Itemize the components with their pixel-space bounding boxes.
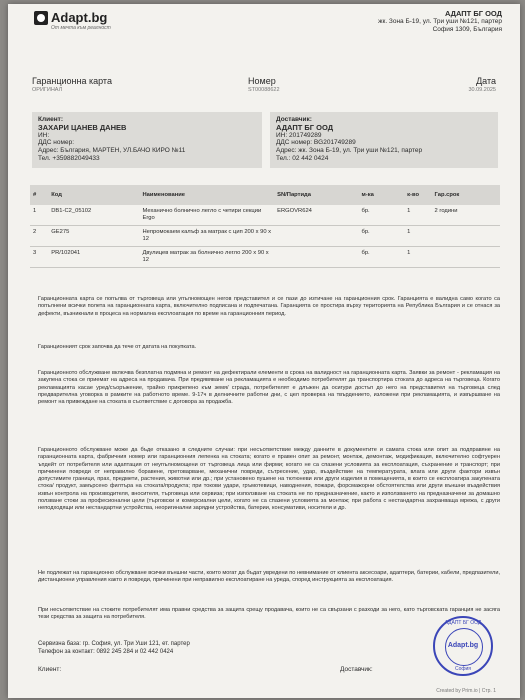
- cell-index: 3: [30, 247, 48, 268]
- client-box: [32, 112, 262, 168]
- cell-qty: 1: [404, 247, 431, 268]
- col-header-unit: м-ка: [359, 185, 405, 205]
- paragraph-consumer-rights: При несъответствие на стоките потребителят има правни средства за защита срещу продавача, които не са свързани с разходи за него, като търговската гаранция не засяга тези средства за защита на потребителя.: [38, 607, 500, 621]
- service-phone: Телефон за контакт: 0892 245 284 и 02 442 0424: [38, 649, 174, 655]
- number-label: Номер: [248, 76, 276, 86]
- supplier-vat: ДДС номер: BG201749289: [276, 139, 356, 147]
- client-vat: ДДС номер:: [38, 139, 75, 147]
- number-value: ST00088622: [248, 87, 280, 93]
- client-name: ЗАХАРИ ЦАНЕВ ДАНЕВ: [38, 122, 127, 132]
- col-header-sn: SN/Партида: [274, 185, 358, 205]
- supplier-name: АДАПТ БГ ООД: [276, 122, 334, 132]
- company-address-line1: жк. Зона Б-19, ул. Три уши №121, партер: [378, 18, 502, 25]
- page-number: Стр. 1: [481, 688, 496, 694]
- cell-qty: 1: [404, 205, 431, 226]
- document-subtitle: ОРИГИНАЛ: [32, 87, 63, 93]
- paragraph-validity: Гаранционната карта се попълва от търговеца или упълномощен негов представител и се пази до изтичане на гаранционния срок. Гаранцията е валидна само когато са попълнени всички полета на гаранционната карта, включително подписана и подпечатана. Гаранцията се простира върху територията на Република България и се отнася за дефекти, възникнали в процеса на нормална експлоатация по време на гаранционния период.: [38, 296, 500, 317]
- client-label: Клиент:: [38, 116, 63, 123]
- paragraph-service: Гаранционното обслужване включва безплатна подмяна и ремонт на дефектирали елементи в срока на валидност на гаранционната карта. Заявки за ремонт - рекламация на закупена стока се приемат на адреса на продавача. При предявяване на рекламацията е необходимо потребителят да транспортира стоката до адреса на търговеца. Когато рекламацията касае уред/съоръжение, трайно прикрепено към земя/ сграда, потребителят е длъжен да осигури достъп до него на представител на търговеца след предварителна уговорка в рамките на работното време. 9-17ч в делничните работни дни, с цел проверка на твърдението, изложени при рекламацията, и извършване на ремонт на привеждане на стоката в съответствие с договора за продажба.: [38, 370, 500, 406]
- cell-qty: 1: [404, 226, 431, 247]
- service-info: [38, 640, 190, 656]
- supplier-id: ИН: 201749289: [276, 131, 322, 139]
- col-header-warranty: Гар.срок: [432, 185, 500, 205]
- page-footer: Created by Prim.io | Стр. 1: [436, 688, 496, 694]
- cell-sn: ERGOVR624: [274, 205, 358, 226]
- cell-code: DB1-C2_05102: [48, 205, 139, 226]
- cell-unit: бр.: [359, 205, 405, 226]
- cell-unit: бр.: [359, 247, 405, 268]
- logo-icon: [34, 11, 48, 25]
- client-signature-label: Клиент:: [38, 666, 62, 673]
- cell-sn: [274, 226, 358, 247]
- date-label: Дата: [476, 76, 496, 86]
- col-header-qty: к-во: [404, 185, 431, 205]
- cell-code: PR/102041: [48, 247, 139, 268]
- table-header-row: [30, 185, 500, 205]
- company-logo: [34, 10, 111, 31]
- cell-warranty: 2 години: [432, 205, 500, 226]
- col-header-code: Код: [48, 185, 139, 205]
- supplier-label: Доставчик:: [276, 116, 312, 123]
- paragraph-exclusions: Не подлежат на гаранционно обслужване всички външни части, които могат да бъдат увредени по невнимание от клиента аксесоари, адаптери, батерии, кабели, предпазители, дистанционни управления както и повреди, причинени при неправилно експлоатиране на уреда, според инструкцията за експлоатация.: [38, 570, 500, 584]
- client-phone: Тел. +359882049433: [38, 154, 100, 162]
- cell-name: Двулицев матрак за болнично легло 200 х 90 х 12: [140, 247, 275, 268]
- document-title: Гаранционна карта: [32, 76, 112, 86]
- cell-warranty: [432, 247, 500, 268]
- cell-sn: [274, 247, 358, 268]
- paragraph-start: Гаранционният срок започва да тече от датата на покупката.: [38, 344, 197, 350]
- supplier-signature-label: Доставчик:: [340, 666, 373, 673]
- col-header-index: #: [30, 185, 48, 205]
- logo-name: Adapt.bg: [51, 10, 108, 25]
- stamp-top-text: АДАПТ БГ ООД: [444, 620, 482, 626]
- company-info: [378, 10, 502, 34]
- cell-name: Непромокаем калъф за матрак с цип 200 х 90 х 12: [140, 226, 275, 247]
- warranty-card-page: [8, 4, 520, 698]
- items-table: [30, 185, 500, 268]
- logo-tagline: От мечта към реалност: [51, 25, 111, 31]
- client-id: ИН:: [38, 131, 50, 139]
- col-header-name: Наименование: [140, 185, 275, 205]
- company-name: АДАПТ БГ ООД: [444, 9, 502, 18]
- paragraph-refusal: Гаранционното обслужване може да бъде отказано в следните случаи: при несъответствие между данните в документите и самата стока или опит за подправяне на гаранционната карта, фабричния номер или гаранционния лепенка на стоката; когато е правен опит за ремонт, монтаж, демонтаж, модификация, включително софтуерен ъпдейт от потребителя или адаптация от неупълномощени от търговеца лица или фирми; когато не са спазени условията за експлоатация, съхранение и транспорт; при причинени повреди от неправилно боравене, претоварване, механични повреди, сътресение, удар, въздействие на температурата, влага или други фактори извън допустимите граници, прах, предмети, растения, животни или др.; при установено пушене на тютюневи или други изделия в помещенията, в които се експлоатира закупената стока/ продукт, замърсено филтъра на стоката/продукта; при токови удари, гръмотевици, наводнения, пожари, форсмажорни обстоятелства или други външни въздействия извън контрола на производителя, вносителя, търговеца или сервиза; при използване на стоката не по предназначение, както и използването на предназначени за домашно ползване стоки за професионални цели (търговски и комерсиални цели, когато не са спазени условията за монтаж; при работа с нестандартна захранваща мрежа, с други неподходящи или нестандартни устройства, неоригинални зарядни устройства, батерии, консумативи, носители и др.: [38, 447, 500, 512]
- supplier-box: [270, 112, 498, 168]
- cell-index: 2: [30, 226, 48, 247]
- supplier-phone: Тел.: 02 442 0424: [276, 154, 329, 162]
- service-address: Сервизна база: гр. София, ул. Три Уши 121, ет. партер: [38, 641, 190, 647]
- client-address: Адрес: България, МАРТЕН, УЛ.БАЧО КИРО №11: [38, 147, 186, 155]
- stamp-bottom-text: София: [454, 666, 471, 672]
- table-row: [30, 247, 500, 268]
- printed-by: Created by Prim.io: [436, 688, 478, 694]
- supplier-address: Адрес: жк. Зона Б-19, ул. Три уши №121, партер: [276, 147, 423, 155]
- stamp-center-text: Adapt.bg: [447, 642, 479, 649]
- cell-index: 1: [30, 205, 48, 226]
- cell-name: Механично болнично легло с четири секции Ergo: [140, 205, 275, 226]
- cell-unit: бр.: [359, 226, 405, 247]
- company-address-line2: София 1309, България: [432, 26, 502, 33]
- cell-code: GE275: [48, 226, 139, 247]
- date-value: 30.09.2025: [468, 87, 496, 93]
- table-row: [30, 205, 500, 226]
- company-stamp: [433, 616, 493, 676]
- table-row: [30, 226, 500, 247]
- cell-warranty: [432, 226, 500, 247]
